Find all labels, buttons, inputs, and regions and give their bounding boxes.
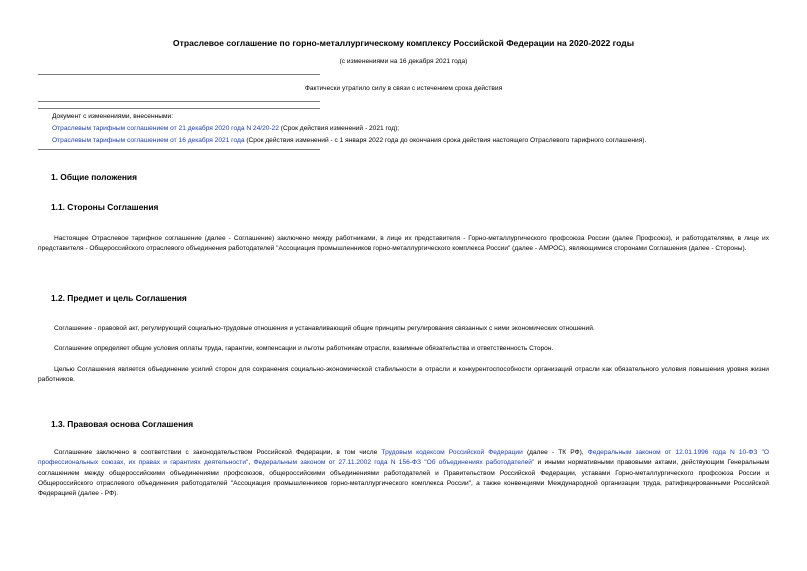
paragraph-goal: Целью Соглашения является объединение усилий сторон для сохранения социально-экономической стабильности в отрасли и конкурентоспособности организаций отрасли как обязательного условия повышения уровня жизни работников. bbox=[38, 366, 769, 384]
labor-code-link[interactable]: Трудовым кодексом Российской Федерации bbox=[381, 449, 523, 456]
changes-intro: Документ с изменениями, внесенными: bbox=[52, 113, 174, 120]
document-status: Фактически утратило силу в связи с истечением срока действия bbox=[304, 85, 503, 92]
change-item bbox=[52, 123, 769, 135]
section-heading-1-1: 1.1. Стороны Соглашения bbox=[51, 202, 159, 212]
document-revision-date: (с изменениями на 16 декабря 2021 года) bbox=[339, 58, 468, 65]
paragraph-parties: Настоящее Отраслевое тарифное соглашение (далее - Соглашение) заключено между работниками, в лице их представителя - Горно-металлургического профсоюза России (далее Профсоюз), и работодателями, в лице их представителя - Общероссийского отраслевого объединения работодателей "Ассоциация промышленников горно-металлургического комплекса России" (далее - АМРОС), являющимися сторонами Соглашения (далее - Стороны). bbox=[38, 235, 769, 253]
change-note: (Срок действия изменений - с 1 января 2022 года до окончания срока действия настоящего Отраслевого тарифного соглашения). bbox=[244, 137, 647, 144]
trade-unions-law-link[interactable]: Федеральным законом от 12.01.1996 года N 10-ФЗ "О профессиональных союзах, их правах и гарантиях деятельности" bbox=[38, 449, 770, 467]
divider bbox=[38, 74, 320, 75]
paragraph-subject: Соглашение - правовой акт, регулирующий социально-трудовые отношения и устанавливающий общие принципы регулирования связанных с ними экономических отношений. bbox=[54, 325, 595, 332]
document-title: Отраслевое соглашение по горно-металлургическому комплексу Российской Федерации на 2020-2022 годы bbox=[172, 38, 635, 48]
section-heading-1: 1. Общие положения bbox=[51, 172, 137, 182]
change-item bbox=[52, 135, 769, 147]
paragraph-legal-basis: Соглашение заключено в соответствии с законодательством Российской Федерации, в том числе Трудовым кодексом Российской Федерации (далее - ТК РФ), Федеральным законом от 12.01.1996 года N 10-ФЗ "О профессиональных союзах, их правах и гарантиях деятельности", Федеральным законом от 27.11.2002 года N 156-ФЗ "Об объединениях работодателей" и иными нормативными правовыми актами, действующим Генеральным соглашением между общероссийскими объединениями профсоюзов, общероссийскими объединениями работодателей и Правительством Российской Федерации, уставами Горно-металлургического профсоюза России и Общероссийского отраслевого объединения работодателей "Ассоциация промышленников горно-металлургического комплекса России", а также конвенциями Международной организации труда, ратифицированными Российской Федерацией (далее - РФ). bbox=[38, 449, 770, 498]
change-link[interactable]: Отраслевым тарифным соглашением от 21 декабря 2020 года N 24/20-22 bbox=[52, 125, 279, 132]
section-heading-1-2: 1.2. Предмет и цель Соглашения bbox=[51, 293, 187, 303]
section-heading-1-3: 1.3. Правовая основа Соглашения bbox=[51, 419, 194, 429]
divider bbox=[38, 101, 320, 102]
change-note: (Срок действия изменений - 2021 год); bbox=[278, 125, 400, 132]
change-link[interactable]: Отраслевым тарифным соглашением от 16 декабря 2021 года bbox=[52, 137, 245, 144]
employers-associations-law-link[interactable]: Федеральным законом от 27.11.2002 года N 156-ФЗ "Об объединениях работодателей" bbox=[253, 459, 535, 467]
divider bbox=[38, 108, 320, 109]
changes-block bbox=[52, 111, 769, 147]
divider bbox=[38, 149, 320, 150]
paragraph-conditions: Соглашение определяет общие условия оплаты труда, гарантии, компенсации и льготы работникам отрасли, взаимные обязательства и ответственность Сторон. bbox=[54, 345, 554, 352]
